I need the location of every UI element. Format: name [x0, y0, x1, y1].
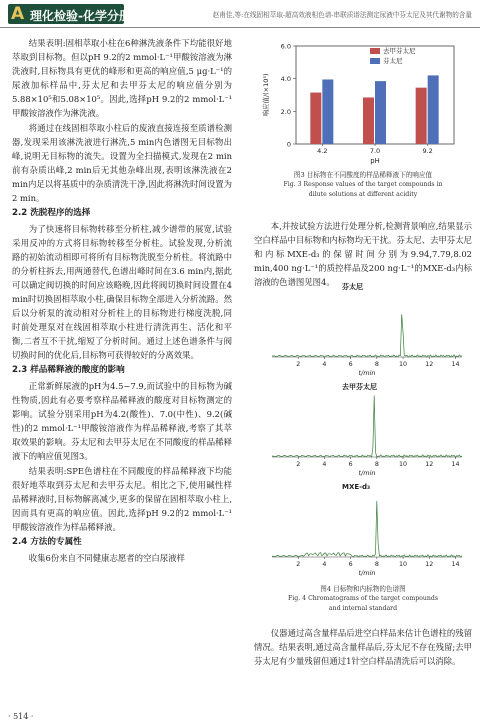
x-tick-label: 10 [399, 361, 408, 368]
chromatogram-label: 去甲芬太尼 [342, 383, 377, 391]
x-tick-label: 8 [374, 561, 379, 568]
x-tick-label: 8 [374, 361, 379, 368]
legend-swatch [370, 48, 380, 54]
chromatogram-label: 芬太尼 [342, 283, 363, 291]
bar [363, 97, 374, 144]
paragraph: 仪器通过高含量样品后进空白样品来估计色谱柱的残留情况。结果表明,通过高含量样品后,芬太尼不存在残留;去甲芬太尼有少量残留但通过1针空白样品清洗后可以消除。 [254, 628, 472, 666]
x-tick-label: 4 [322, 461, 327, 468]
paragraph: 结果表明:SPE色谱柱在不同酸度的样品稀释液下均能很好地萃取到芬太尼和去甲芬太尼。相比之下,使用碱性样品稀释液时,目标物解离减少,更多的保留在固相萃取小柱上,因而具有更高的响应值。因此,选择pH 9.2的2 mmol·L⁻¹甲酸铵溶液作为样品稀释液。 [12, 466, 232, 532]
left-column [12, 36, 232, 708]
figure3-caption-en: Fig. 3 Response values of the target compounds in [283, 181, 443, 188]
x-axis-label: pH [370, 157, 380, 165]
figure4-caption-en: Fig. 4 Chromatograms of the target compounds [288, 595, 438, 602]
figure4-caption-en: and internal standard [328, 605, 398, 612]
chromatogram-trace [272, 314, 462, 357]
x-tick-label: 4 [322, 361, 327, 368]
x-tick-label: 2 [296, 361, 301, 368]
figure4-caption-cn: 图4 目标物和内标物的色谱图 [320, 585, 406, 593]
x-tick-label: 9.2 [422, 147, 433, 155]
figure3-caption [254, 170, 472, 200]
chromatogram-trace [272, 501, 462, 557]
journal-logo [8, 4, 131, 24]
x-tick-label: 4 [322, 561, 327, 568]
x-tick-label: 2 [296, 461, 301, 468]
paragraph: 结果表明:固相萃取小柱在6种淋洗液条件下均能很好地萃取到目标物。但以pH 9.2的2 mmol·L⁻¹甲酸铵溶液为淋洗液时,目标物具有更优的峰形和更高的响应值,5 μg·L⁻¹的尿液加标样品中,芬太尼和去甲芬太尼的响应值分别为5.88×10⁵和5.08×10⁵。因此,选择pH 9.2的2 mmol·L⁻¹甲酸铵溶液作为淋洗液。 [12, 38, 232, 118]
x-tick-label: 7.0 [369, 147, 381, 155]
x-tick-label: 6 [348, 361, 353, 368]
chromatogram-label: MXE-d₃ [342, 483, 371, 491]
figure3-caption-cn: 图3 目标物在不同酸度的样品稀释液下的响应值 [293, 171, 433, 179]
y-tick-label: 0 [286, 140, 291, 149]
x-axis-label: t/min [358, 469, 376, 477]
x-tick-label: 10 [399, 461, 408, 468]
figure3-caption-en: dilute solutions at different acidity [308, 191, 418, 198]
bar [416, 88, 427, 144]
running-title: 赵甫佳,等:在线固相萃取-超高效液相色谱-串联质谱法测定尿液中芬太尼及其代谢物的含量 [212, 11, 472, 19]
x-tick-label: 12 [425, 361, 434, 368]
x-tick-label: 12 [425, 561, 434, 568]
paragraph: 将通过在线固相萃取小柱后的废液直接连接至质谱检测器,发现采用该淋洗液进行淋洗,5 min内色谱图无目标物出峰,说明无目标物的流失。设置为全扫描模式,发现在2 min前有杂质出峰,2 min后无其他杂峰出现,表明该淋洗液在2 min内足以将基质中的杂质清洗干净,因此将淋洗时间设置为2 min。 [12, 123, 232, 203]
x-tick-label: 14 [451, 361, 460, 368]
logo-letter: A [11, 4, 25, 24]
chromatogram-trace [272, 396, 462, 458]
bar [310, 93, 321, 144]
bar-chart-svg [254, 36, 472, 166]
x-tick-label: 4.2 [317, 147, 328, 155]
legend-label: 去甲芬太尼 [383, 47, 416, 55]
chromatogram-svg [262, 281, 472, 581]
paragraph: 收集6份来自不同健康志愿者的空白尿液样 [28, 553, 185, 563]
y-axis-label: 响应值/(×10⁵) [262, 73, 270, 117]
bar [375, 81, 386, 144]
section-heading: 2.3 样品稀释液的酸度的影响 [12, 365, 125, 375]
x-tick-label: 12 [425, 461, 434, 468]
y-tick-label: 2.0 [280, 107, 291, 116]
logo-text: 理化检验-化学分册 [30, 9, 131, 23]
right-column [254, 36, 472, 708]
figure4-chromatograms [262, 281, 472, 581]
x-tick-label: 6 [348, 461, 353, 468]
bar [322, 79, 333, 144]
section-heading: 2.2 洗脱程序的选择 [12, 208, 91, 218]
x-axis-label: t/min [358, 369, 376, 377]
x-tick-label: 2 [296, 561, 301, 568]
y-tick-label: 4.0 [280, 75, 291, 84]
legend-label: 芬太尼 [383, 57, 403, 65]
paragraph: 为了快速将目标物转移至分析柱,减少谱带的展宽,试验采用反冲的方式将目标物转移至分析柱。试验发现,分析流路的初始流动相即可将所有目标物洗脱至分析柱。将流路中的分析柱拆去,用两通替代,色谱出峰时间在3.6 min内,据此可以确定阀切换的时间应该略晚,因此将阀切换时间设置在4 min时切换固相萃取小柱,确保目标物全部进入分析流路。然后以分析泵的流动相对分析柱上的目标物进行梯度洗脱,同时前处理泵对在线固相萃取小柱进行清洗再生、活化和平衡,二者互不干扰,缩短了分析时间。通过上述色谱条件与阀切换时间的优化后,目标物可获得较好的分离效果。 [12, 224, 232, 360]
paragraph: 本,并按试验方法进行处理分析,检测背景响应,结果显示空白样品中目标物和内标物均无干扰。芬太尼、去甲芬太尼和内标MXE-d₃的保留时间分别为9.94,7.79,8.02 min,400 ng·L⁻¹的质控样品及200 ng·L⁻¹的MXE-d₃内标溶液的色谱图见图4。 [254, 221, 472, 287]
legend-swatch [370, 58, 380, 64]
y-tick-label: 6.0 [280, 42, 291, 51]
x-tick-label: 10 [399, 561, 408, 568]
bar [428, 75, 439, 144]
figure4-caption [254, 584, 472, 614]
x-tick-label: 14 [451, 561, 460, 568]
x-tick-label: 6 [348, 561, 353, 568]
page-header [0, 0, 480, 28]
paragraph: 正常新鲜尿液的pH为4.5~7.9,而试验中的目标物为碱性物质,因此有必要考察样品稀释液的酸度对目标物测定的影响。试验分别采用pH为4.2(酸性)、7.0(中性)、9.2(碱性)的2 mmol·L⁻¹甲酸铵溶液作为样品稀释液,考察了其萃取效果的影响。芬太尼和去甲芬太尼在不同酸度的样品稀释液下的响应值见图3。 [12, 381, 232, 461]
page-number: · 514 · [8, 712, 34, 721]
figure3-bar-chart [254, 36, 472, 166]
x-tick-label: 14 [451, 461, 460, 468]
section-heading: 2.4 方法的专属性 [12, 537, 82, 547]
x-tick-label: 8 [374, 461, 379, 468]
x-axis-label: t/min [358, 569, 376, 577]
